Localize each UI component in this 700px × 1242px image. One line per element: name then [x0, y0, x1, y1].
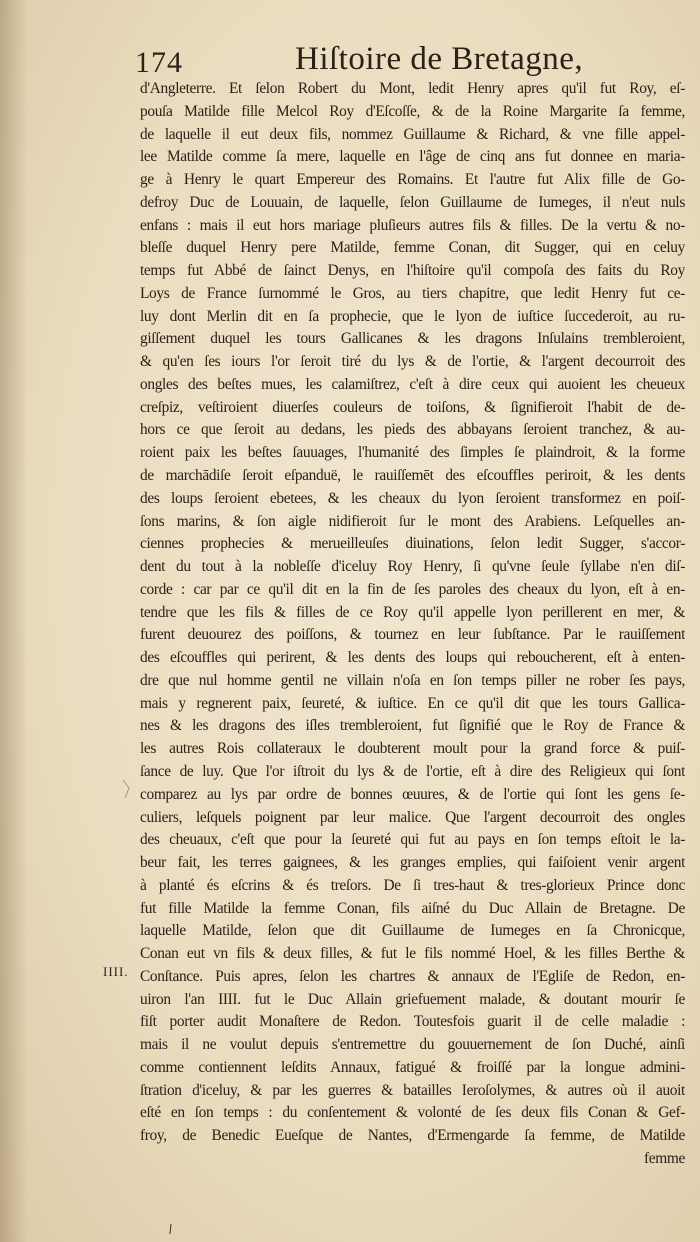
text-line: beur fait, les terres gaignees, & les granges emplies, qui faiſoient venir argent: [140, 854, 685, 872]
text-line: bleſſe duquel Henry pere Matilde, femme Conan, dit Sugger, qui en celuy: [140, 239, 685, 257]
text-line: ſons marins, & ſon aigle nidifieroit ſur le mont des Arabiens. Leſquelles an-: [140, 512, 685, 530]
ink-spot: [168, 1224, 174, 1234]
text-line: ciennes prophecies & merueilleuſes diuinations, ſelon ledit Sugger, s'accor-: [140, 535, 685, 553]
text-line: froy, de Benedic Eueſque de Nantes, d'Ermengarde ſa femme, de Matilde: [140, 1127, 685, 1145]
pencil-mark: [120, 778, 134, 800]
text-line: dre que nul homme gentil ne villain n'oſa en ſon temps piller ne rober ſes pays,: [140, 671, 685, 689]
text-line: defroy Duc de Louuain, de laquelle, ſelon Guillaume de Iumeges, il n'eut nuls: [140, 193, 685, 211]
text-line: ſtration d'iceluy, & par les guerres & batailles Ieroſolymes, & autres où il auoit: [140, 1081, 685, 1099]
page-header: [0, 38, 700, 78]
text-line: les autres Rois collateraux le doubterent moult pour la grand force & puiſ-: [140, 740, 685, 758]
text-line: eſté en ſon temps : du conſentement & volonté de ſes deux fils Conan & Gef-: [140, 1104, 685, 1122]
text-line: des eſcouffles qui perirent, & les dents des loups qui reboucherent, eſt à enten-: [140, 649, 685, 667]
text-line: roient paix les beſtes ſauuages, l'humanité des ſimples ſe plaindroit, & la forme: [140, 444, 685, 462]
text-line: ſance de luy. Que l'or iſtroit du lys & de l'ortie, eſt à dire des Religieux qui ſont: [140, 762, 685, 780]
text-line: nes & les dragons des iſles trembleroient, fut ſignifié que le Roy de France &: [140, 717, 685, 735]
text-line: pouſa Matilde fille Melcol Roy d'Eſcoſſe, & de la Roine Margarite ſa femme,: [140, 102, 685, 120]
text-line: d'Angleterre. Et ſelon Robert du Mont, ledit Henry apres qu'il fut Roy, eſ-: [140, 80, 685, 97]
running-title: Hiſtoire de Bretagne,: [295, 41, 584, 77]
text-line: Loys de France ſurnommé le Gros, au tiers chapitre, que ledit Henry fut ce-: [140, 284, 685, 302]
margin-note: IIII.: [103, 964, 129, 979]
text-line: enfans : mais il eut hors mariage pluſieurs autres fils & filles. De la vertu & no-: [140, 216, 685, 234]
text-line: lee Matilde comme ſa mere, laquelle en l'âge de cinq ans fut donnee en maria-: [140, 148, 685, 166]
text-line: tendre que les fils & filles de ce Roy qu'il appelle lyon perillerent en mer, &: [140, 603, 685, 621]
text-line: de marchādiſe ſeroit eſpanduë, le rauiſſemēt des eſcouffles periroit, & les dents: [140, 467, 685, 485]
text-line: uiron l'an IIII. fut le Duc Allain griefuement malade, & doutant mourir ſe: [140, 990, 685, 1008]
text-line: à planté és eſcrins & és treſors. De ſi tres-haut & tres-glorieux Prince donc: [140, 876, 685, 894]
text-line: furent deuourez des poiſſons, & tournez en leur ſubſtance. Par le rauiſſement: [140, 626, 685, 644]
text-line: hors ce que ſeroit au dedans, les pieds des abbayans ſeroient tranchez, & au-: [140, 421, 685, 439]
text-line: creſpiz, veſtiroient diuerſes couleurs de toiſons, & ſignifieroit l'habit de de-: [140, 398, 685, 416]
text-line: ge à Henry le quart Empereur des Romains. Et l'autre fut Alix fille de Go-: [140, 171, 685, 189]
text-line: comme contiennent leſdits Annaux, fatigué & froiſſé par la longue admini-: [140, 1058, 685, 1076]
text-line: fut fille Matilde la femme Conan, fils aiſné du Duc Allain de Bretagne. De: [140, 899, 685, 917]
text-line: comparez au lys par ordre de bonnes œuures, & de l'ortie qui ſont les gens ſe-: [140, 785, 685, 803]
binding-shadow: [0, 0, 28, 1242]
text-line: giſſement duquel les tours Gallicanes & les dragons Inſulains trembleroient,: [140, 330, 685, 348]
text-line: Conſtance. Puis apres, ſelon les chartres & annaux de l'Egliſe de Redon, en-: [140, 967, 685, 985]
text-line: des loups ſeroient ebetees, & les cheaux du lyon ſeroient transformez en poiſ-: [140, 489, 685, 507]
text-line: mais y regnerent paix, ſeureté, & iuſtice. En ce qu'il dit que les tours Gallica-: [140, 694, 685, 712]
text-line: de laquelle il eut deux fils, nommez Guillaume & Richard, & vne fille appel-: [140, 125, 685, 143]
text-line: ongles des beſtes mues, les calamiſtrez, c'eſt à dire ceux qui auoient les cheueux: [140, 375, 685, 393]
text-line: dent du tout à la nobleſſe d'iceluy Roy Henry, ſi qu'vne ſeule ſyllabe n'en diſ-: [140, 558, 685, 576]
text-line: corde : car par ce qu'il dit en la fin de ſes paroles des cheaux du lyon, eſt à en-: [140, 580, 685, 598]
text-line: des cheuaux, c'eſt que pour la ſeureté qui fut au pays en ſon temps eſtoit le la-: [140, 831, 685, 849]
body-text: [140, 78, 685, 1171]
text-line: & qu'en ſes iours l'or ſeroit tiré du lys & de l'ortie, & l'argent decourroit des: [140, 353, 685, 371]
text-line: femme: [644, 1149, 685, 1167]
text-line: culiers, leſquels poignent par leur malice. Que l'argent decourroit des ongles: [140, 808, 685, 826]
text-line: luy dont Merlin dit en ſa prophecie, que le lyon de iuſtice ſuccederoit, au ru-: [140, 307, 685, 325]
text-line: mais il ne voulut depuis s'entremettre du gouuernement de ſon Duché, ainſi: [140, 1036, 685, 1054]
text-line: Conan eut vn fils & deux filles, & fut le fils nommé Hoel, & les filles Berthe &: [140, 945, 685, 963]
text-line: temps fut Abbé de ſainct Denys, en l'hiſtoire qu'il compoſa des faits du Roy: [140, 262, 685, 280]
page-number: 174: [135, 46, 183, 79]
text-line: fiſt porter audit Monaſtere de Redon. Toutesfois guarit il de celle maladie :: [140, 1013, 685, 1031]
text-line: laquelle Matilde, ſelon que dit Guillaume de Iumeges en ſa Chronicque,: [140, 922, 685, 940]
